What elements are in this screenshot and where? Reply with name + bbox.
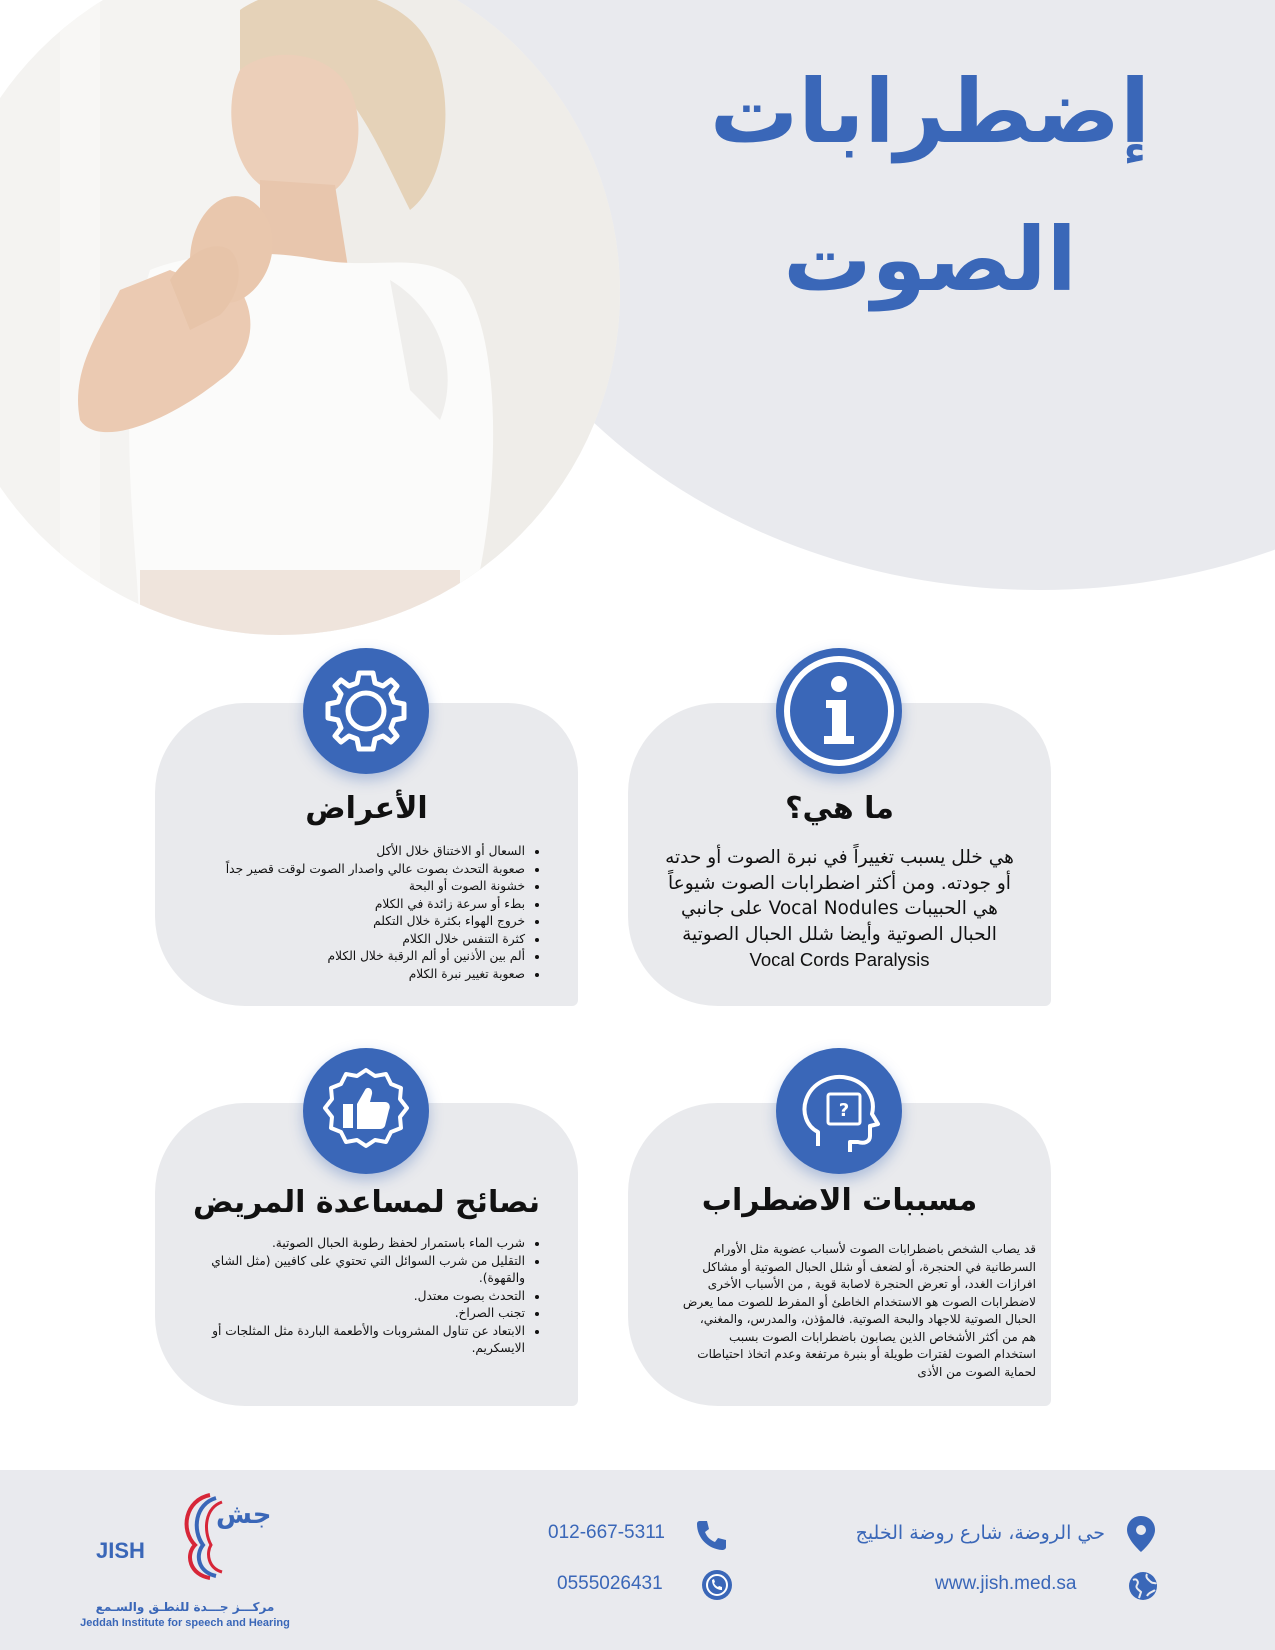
logo-english-name: Jeddah Institute for speech and Hearing <box>80 1617 290 1629</box>
gear-icon <box>303 648 429 774</box>
website-link[interactable]: www.jish.med.sa <box>935 1573 1077 1594</box>
list-item: • التحدث بصوت معتدل. <box>175 1288 525 1306</box>
page-title-line1: إضطرابات <box>709 60 1151 163</box>
card-causes-line: قد يصاب الشخص باضطرابات الصوت لأسباب عضوية مثل الأورام <box>713 1242 1036 1256</box>
card-causes-text <box>638 1241 1036 1381</box>
card-causes-title: مسببات الاضطراب <box>701 1183 978 1218</box>
card-what-line: Vocal Cords Paralysis <box>749 949 930 970</box>
list-item: • الابتعاد عن تناول المشروبات والأطعمة الباردة مثل المثلجات أو الايسكريم. <box>175 1323 525 1358</box>
globe-icon <box>1127 1570 1159 1606</box>
thumbs-up-badge-icon <box>303 1048 429 1174</box>
hero-photo <box>0 0 620 635</box>
card-what-title: ما هي؟ <box>785 791 894 826</box>
list-item: • صعوبة التحدث بصوت عالي واصدار الصوت لوقت قصير جداً <box>165 861 525 879</box>
card-what-text <box>638 845 1041 973</box>
jish-logo <box>70 1490 300 1640</box>
location-pin-icon <box>1124 1514 1158 1558</box>
list-item: • التقليل من شرب السوائل التي تحتوي على كافيين (مثل الشاي والقهوة). <box>175 1253 525 1288</box>
card-symptoms-title: الأعراض <box>305 791 428 826</box>
card-what-line: الحبال الصوتية وأيضا شلل الحبال الصوتية <box>682 923 997 945</box>
card-causes-line: هم من أكثر الأشخاص الذين يصابون باضطرابات الصوت بسبب <box>729 1329 1036 1344</box>
list-item: • السعال أو الاختناق خلال الأكل <box>165 843 525 861</box>
symptoms-list <box>165 843 543 983</box>
logo-latin-mark: JISH <box>96 1538 145 1563</box>
list-item: • تجنب الصراخ. <box>175 1305 525 1323</box>
card-what-line: هي خلل يسبب تغييراً في نبرة الصوت أو حدته <box>665 847 1014 868</box>
logo-arabic-name: مركـــز جـــدة للنطـق والسـمع <box>95 1600 275 1614</box>
list-item: • بطء أو سرعة زائدة في الكلام <box>165 896 525 914</box>
card-what-line: هي الحبيبات Vocal Nodules على جانبي <box>681 898 998 919</box>
info-icon <box>776 648 902 774</box>
card-what-line: أو جودته. ومن أكثر اضطرابات الصوت شيوعاً <box>668 872 1011 894</box>
list-item: • كثرة التنفس خلال الكلام <box>165 931 525 949</box>
phone-icon <box>694 1518 728 1556</box>
svg-text:?: ? <box>838 1100 850 1121</box>
head-puzzle-icon <box>776 1048 902 1174</box>
address-text: حي الروضة، شارع روضة الخليج <box>855 1522 1105 1544</box>
tips-list <box>175 1235 543 1358</box>
card-causes-line: استخدام الصوت لفترات طويلة أو بنبرة مرتفعة وعدم اتخاذ احتياطات <box>697 1347 1036 1361</box>
whatsapp-icon <box>700 1568 734 1606</box>
logo-arabic-mark: جش <box>216 1500 272 1530</box>
page-title-line2: الصوت <box>783 208 1077 311</box>
list-item: • ألم بين الأذنين أو ألم الرقبة خلال الكلام <box>165 948 525 966</box>
phone-number[interactable]: 012-667-5311 <box>548 1522 665 1543</box>
card-causes-line: السرطانية في الحنجرة، أو لضعف أو شلل الحبال الصوتية أو مشاكل <box>702 1259 1036 1274</box>
footer <box>0 1470 1275 1650</box>
card-tips-title: نصائح لمساعدة المريض <box>192 1185 541 1220</box>
list-item: • خروج الهواء بكثرة خلال التكلم <box>165 913 525 931</box>
whatsapp-number[interactable]: 0555026431 <box>557 1573 663 1594</box>
list-item: • شرب الماء باستمرار لحفظ رطوبة الحبال الصوتية. <box>175 1235 525 1253</box>
card-causes-line: لاضطرابات الصوت هو الاستخدام الخاطئ أو المفرط للصوت مما يعرض <box>682 1294 1036 1309</box>
card-causes-line: الحبال الصوتية للاجهاد والبحة الصوتية. فالمؤذن، والمدرس، والمغني، <box>699 1312 1036 1326</box>
list-item: • خشونة الصوت أو البحة <box>165 878 525 896</box>
card-causes-line: افرازات الغدد، أو تعرض الحنجرة لاصابة قوية , من الأسباب الأخرى <box>707 1277 1036 1291</box>
list-item: • صعوبة تغيير نبرة الكلام <box>165 966 525 984</box>
card-causes-line: لحماية الصوت من الأذى <box>917 1364 1036 1379</box>
